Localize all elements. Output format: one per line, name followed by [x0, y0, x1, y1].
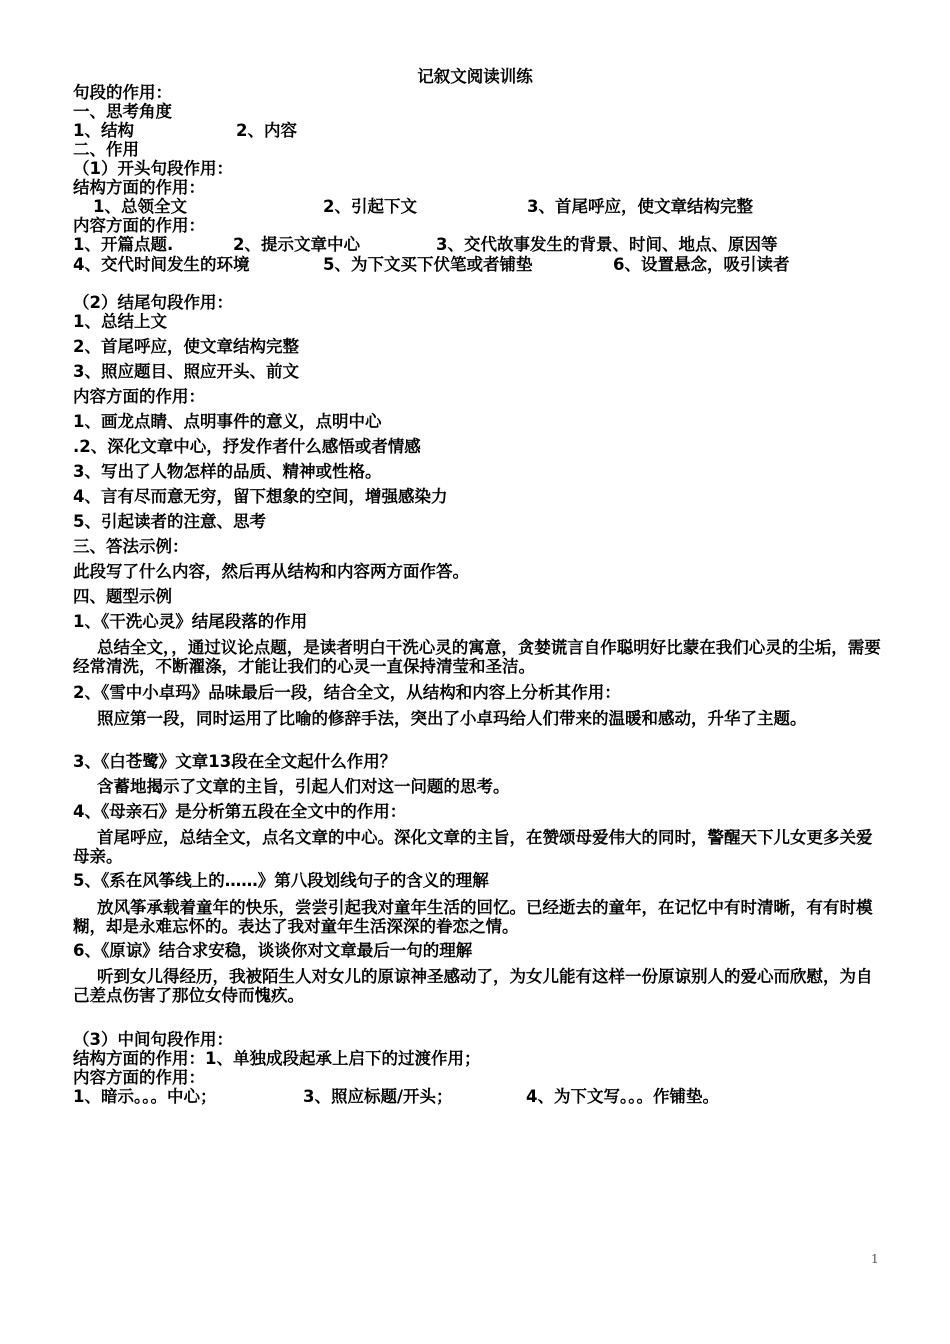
section-heading: 一、思考角度 [73, 102, 172, 121]
list-item: 4、为下文写。。。作铺垫。 [526, 1087, 719, 1106]
list-item: 4、交代时间发生的环境 [73, 255, 250, 274]
example-answer: 照应第一段，同时运用了比喻的修辞手法，突出了小卓玛给人们带来的温暖和感动，升华了主题。 [97, 709, 807, 728]
list-item: 5、为下文买下伏笔或者铺垫 [323, 255, 533, 274]
example-answer: 听到女儿得经历，我被陌生人对女儿的原谅神圣感动了，为女儿能有这样一份原谅别人的爱心而欣慰，为自己差点伤害了那位女侍而愧疚。 [73, 967, 873, 1005]
list-item: 2、提示文章中心 [233, 235, 360, 254]
list-item: 1、总领全文 [93, 197, 187, 216]
list-item: 2、内容 [236, 121, 297, 140]
subsection-heading: （2）结尾句段作用： [73, 293, 233, 312]
list-item: 1、结构 [73, 121, 134, 140]
list-item: 1、暗示。。。中心； [73, 1087, 217, 1106]
category-label: 内容方面的作用： [73, 216, 205, 235]
category-label: 内容方面的作用： [73, 1068, 205, 1087]
list-item: 3、首尾呼应，使文章结构完整 [527, 197, 753, 216]
example-answer: 首尾呼应，总结全文，点名文章的中心。深化文章的主旨，在赞颂母爱伟大的同时，警醒天下儿女更多关爱母亲。 [73, 828, 873, 866]
subsection-heading: （3）中间句段作用： [73, 1030, 233, 1049]
section-heading: 句段的作用： [73, 83, 172, 102]
list-item: 2、引起下文 [323, 197, 417, 216]
list-item: .2、深化文章中心，抒发作者什么感悟或者情感 [73, 437, 421, 456]
list-item: 1、总结上文 [73, 312, 167, 331]
example-answer: 含蓄地揭示了文章的主旨，引起人们对这一问题的思考。 [97, 777, 510, 796]
answer-method-text: 此段写了什么内容，然后再从结构和内容两方面作答。 [73, 562, 469, 581]
page-number: 1 [871, 1252, 879, 1266]
example-question: 4、《母亲石》是分析第五段在全文中的作用： [73, 802, 407, 821]
subsection-heading: （1）开头句段作用： [73, 159, 233, 178]
list-item: 3、照应标题/开头； [303, 1087, 453, 1106]
list-item: 2、首尾呼应，使文章结构完整 [73, 337, 299, 356]
list-item: 3、照应题目、照应开头、前文 [73, 362, 299, 381]
example-question: 1、《干洗心灵》结尾段落的作用 [73, 612, 308, 631]
example-question: 6、《原谅》结合求安稳，谈谈你对文章最后一句的理解 [73, 941, 473, 960]
category-label: 内容方面的作用： [73, 387, 205, 406]
section-heading: 二、作用 [73, 140, 139, 159]
example-question: 5、《系在风筝线上的……》第八段划线句子的含义的理解 [73, 871, 489, 890]
example-question: 2、《雪中小卓玛》品味最后一段，结合全文，从结构和内容上分析其作用： [73, 683, 621, 702]
example-answer: 总结全文，，通过议论点题，是读者明白干洗心灵的寓意，贪婪谎言自作聪明好比蒙在我们心灵的尘垢，需要经常清洗，不断濯涤，才能让我们的心灵一直保持清莹和圣洁。 [73, 638, 881, 676]
example-question: 3、《白苍鹭》文章13段在全文起什么作用？ [73, 752, 397, 771]
example-answer: 放风筝承载着童年的快乐，尝尝引起我对童年生活的回忆。已经逝去的童年，在记忆中有时清晰，有有时模糊，却是永难忘怀的。表达了我对童年生活深深的眷恋之情。 [73, 898, 873, 936]
section-heading: 四、题型示例 [73, 587, 172, 606]
list-item: 1、画龙点睛、点明事件的意义，点明中心 [73, 412, 382, 431]
list-item: 6、设置悬念，吸引读者 [613, 255, 790, 274]
category-label: 结构方面的作用：1、单独成段起承上启下的过渡作用； [73, 1049, 481, 1068]
list-item: 5、引起读者的注意、思考 [73, 512, 266, 531]
list-item: 4、言有尽而意无穷，留下想象的空间，增强感染力 [73, 487, 448, 506]
section-heading: 三、答法示例： [73, 537, 189, 556]
list-item: 3、交代故事发生的背景、时间、地点、原因等 [436, 235, 778, 254]
list-item: 1、开篇点题. [73, 235, 174, 254]
document-title: 记叙文阅读训练 [417, 67, 533, 86]
category-label: 结构方面的作用： [73, 178, 205, 197]
list-item: 3、写出了人物怎样的品质、精神或性格。 [73, 462, 382, 481]
